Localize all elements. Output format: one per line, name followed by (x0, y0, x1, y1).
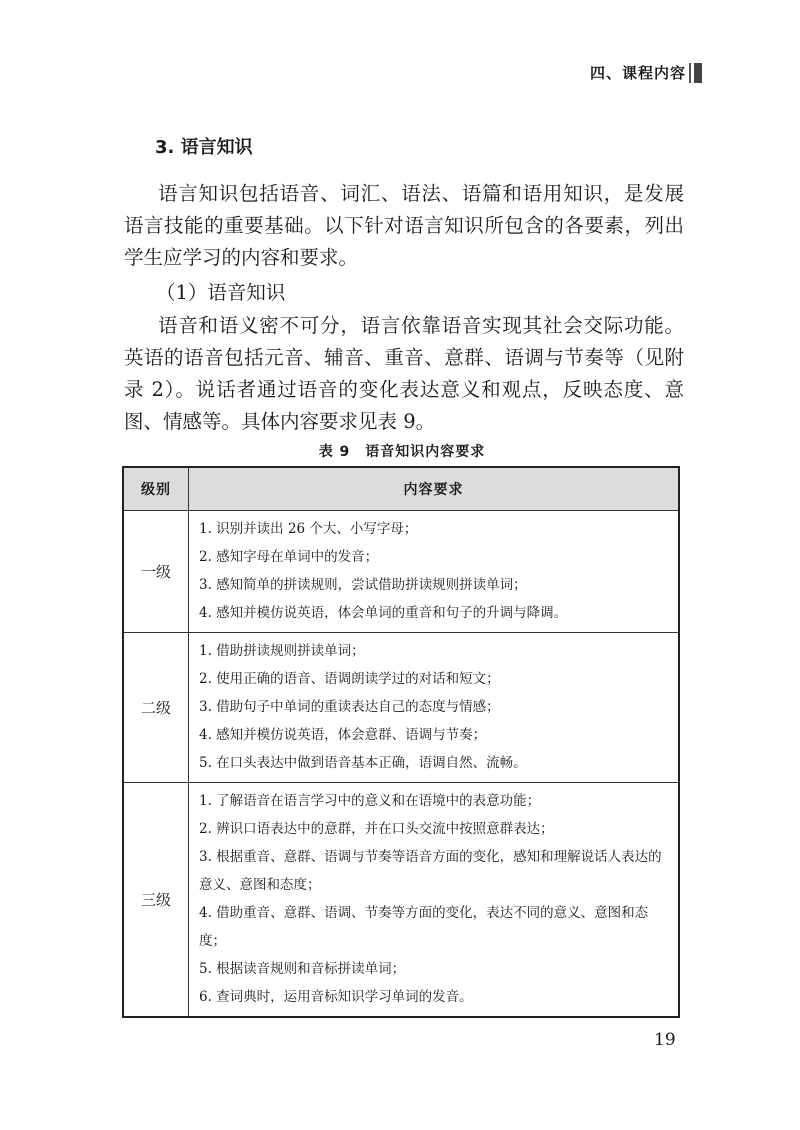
column-header-level: 级别 (123, 467, 189, 511)
table-row (123, 511, 679, 633)
requirement-item: 6. 查词典时，运用音标知识学习单词的发音。 (199, 989, 473, 1005)
requirement-item: 5. 根据读音规则和音标拼读单词； (199, 961, 406, 977)
requirements-cell (189, 511, 680, 633)
requirements-cell (189, 633, 680, 783)
requirement-item: 1. 识别并读出 26 个大、小写字母； (199, 521, 418, 537)
page-number: 19 (654, 1030, 676, 1050)
requirement-item: 3. 感知简单的拼读规则，尝试借助拼读规则拼读单词； (199, 577, 527, 593)
section-heading: 3. 语言知识 (155, 137, 253, 158)
requirement-item: 1. 了解语音在语言学习中的意义和在语境中的表意功能； (199, 793, 541, 809)
body-paragraph: 语音和语义密不可分，语言依靠语音实现其社会交际功能。英语的语音包括元音、辅音、重音、意群、语调与节奏等（见附录 2）。说话者通过语音的变化表达意义和观点，反映态度、意图、情感等。具体内容要求见表 9。 (124, 314, 684, 433)
column-header-content: 内容要求 (189, 467, 680, 511)
body-paragraph: 语言知识包括语音、词汇、语法、语篇和语用知识，是发展语言技能的重要基础。以下针对语言知识所包含的各要素，列出学生应学习的内容和要求。 (124, 182, 684, 269)
requirement-item: 4. 感知并模仿说英语，体会意群、语调与节奏； (199, 727, 487, 743)
requirement-item: 4. 借助重音、意群、语调、节奏等方面的变化，表达不同的意义、意图和态度； (199, 905, 649, 949)
level-cell: 一级 (123, 511, 189, 633)
header-decor-bar (694, 63, 702, 83)
header-decor-bar (689, 63, 691, 83)
requirement-item: 3. 借助句子中单词的重读表达自己的态度与情感； (199, 699, 500, 715)
level-cell: 二级 (123, 633, 189, 783)
requirement-item: 2. 使用正确的语音、语调朗读学过的对话和短文； (199, 671, 500, 687)
requirement-item: 2. 感知字母在单词中的发音； (199, 549, 379, 565)
chapter-header-title: 四、课程内容 (589, 64, 686, 82)
requirement-item: 5. 在口头表达中做到语音基本正确，语调自然、流畅。 (199, 755, 527, 771)
table-row (123, 633, 679, 783)
table-caption: 表 9 语音知识内容要求 (318, 444, 486, 460)
requirement-item: 4. 感知并模仿说英语，体会单词的重音和句子的升调与降调。 (199, 605, 568, 621)
requirement-item: 2. 辨识口语表达中的意群，并在口头交流中按照意群表达； (199, 821, 554, 837)
requirement-item: 3. 根据重音、意群、语调与节奏等语音方面的变化，感知和理解说话人表达的意义、意图和态度； (199, 849, 662, 893)
table-header-row (123, 467, 679, 511)
requirement-item: 1. 借助拼读规则拼读单词； (199, 643, 365, 659)
subsection-heading: （1）语音知识 (156, 281, 286, 304)
phonetics-requirements-table (122, 466, 680, 1018)
requirements-cell (189, 783, 680, 1018)
table-row (123, 783, 679, 1018)
level-cell: 三级 (123, 783, 189, 1018)
